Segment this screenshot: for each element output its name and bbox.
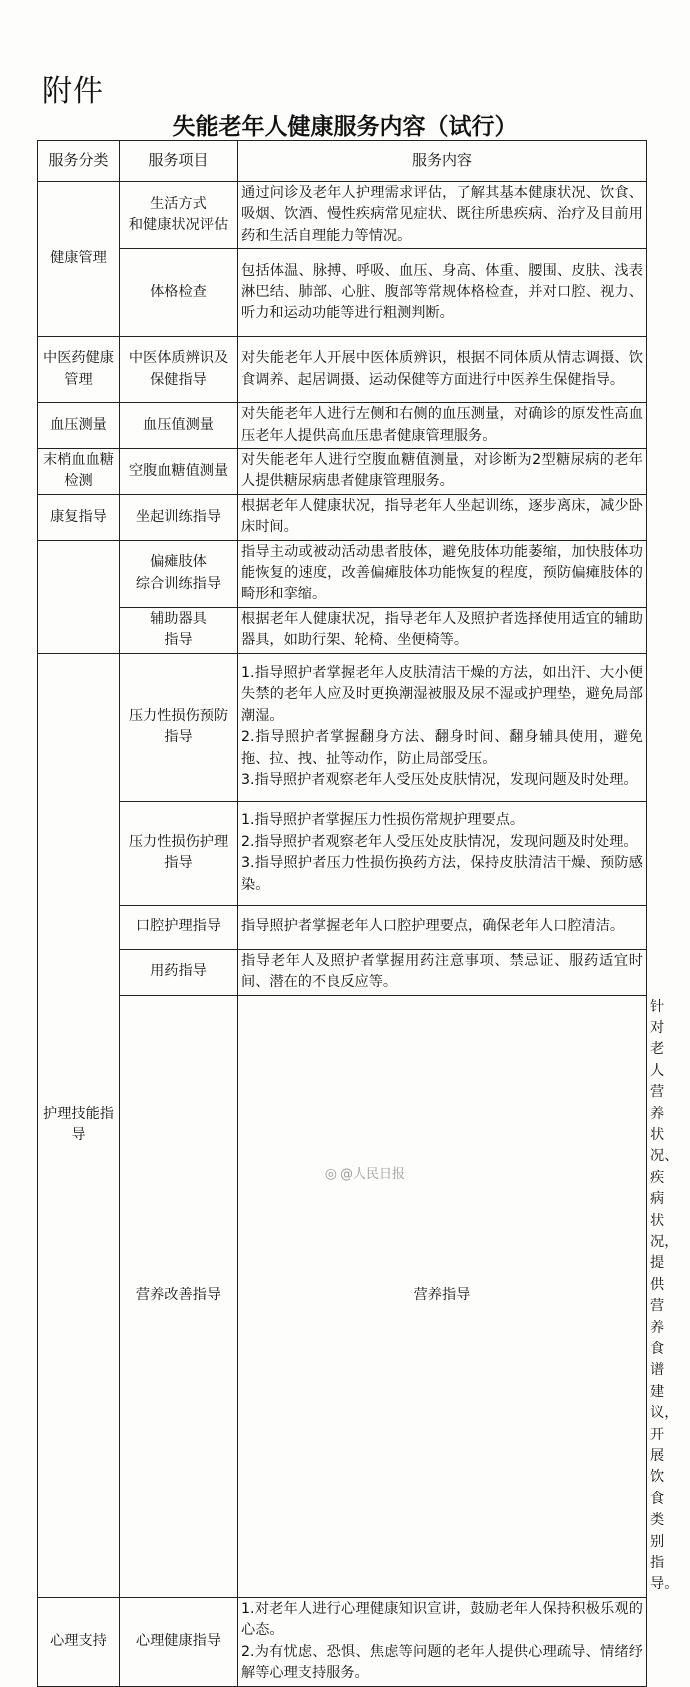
category-cell: 营养改善指导	[120, 995, 238, 1597]
content-cell: 1.指导照护者掌握老年人皮肤清洁干燥的方法，如出汗、大小便失禁的老年人应及时更换潮湿被服及尿不湿或护理垫，避免局部潮湿。 2.指导照护者掌握翻身方法、翻身时间、翻身辅具使用，避免拖、拉、拽、扯等动作，防止局部受压。 3.指导照护者观察老年人受压处皮肤情况，发现问题及时处理。	[238, 653, 647, 801]
item-cell: 体格检查	[120, 249, 238, 337]
table-row	[38, 337, 647, 403]
table-row	[38, 949, 647, 995]
table-header-row	[38, 141, 647, 182]
content-cell: 1.指导照护者掌握压力性损伤常规护理要点。 2.指导照护者观察老年人受压处皮肤情况，发现问题及时处理。 3.指导照护者压力性损伤换药方法，保持皮肤清洁干燥、预防感染。	[238, 801, 647, 905]
category-cell: 康复指导	[38, 494, 120, 540]
item-cell: 坐起训练指导	[120, 494, 238, 540]
category-cell: 末梢血血糖检测	[38, 449, 120, 495]
content-cell: 指导主动或被动活动患者肢体，避免肢体功能萎缩，加快肢体功能恢复的速度，改善偏瘫肢体功能恢复的程度，预防偏瘫肢体的畸形和挛缩。	[238, 540, 647, 607]
item-cell: 血压值测量	[120, 403, 238, 449]
content-cell: 通过问诊及老年人护理需求评估，了解其基本健康状况、饮食、吸烟、饮酒、慢性疾病常见症状、既往所患疾病、治疗及目前用药和生活自理能力等情况。	[238, 182, 647, 249]
content-cell: 包括体温、脉搏、呼吸、血压、身高、体重、腰围、皮肤、浅表淋巴结、肺部、心脏、腹部等常规体格检查，并对口腔、视力、听力和运动功能等进行粗测判断。	[238, 249, 647, 337]
watermark-text: @人民日报	[339, 1167, 405, 1182]
content-cell: 对失能老年人进行空腹血糖值测量，对诊断为2型糖尿病的老年人提供糖尿病患者健康管理服务。	[238, 449, 647, 495]
table-row	[38, 905, 647, 949]
table-row	[38, 249, 647, 337]
table-row	[38, 607, 647, 653]
content-cell: 根据老年人健康状况，指导老年人及照护者选择使用适宜的辅助器具，如助行架、轮椅、坐便椅等。	[238, 607, 647, 653]
item-cell: 心理健康指导	[120, 1597, 238, 1686]
category-cell	[38, 540, 120, 653]
item-cell: 压力性损伤预防指导	[120, 653, 238, 801]
item-cell: 空腹血糖值测量	[120, 449, 238, 495]
item-cell: 口腔护理指导	[120, 905, 238, 949]
content-cell: 1.对老年人进行心理健康知识宣讲，鼓励老年人保持积极乐观的心态。 2.为有忧虑、恐惧、焦虑等问题的老年人提供心理疏导、情绪纾解等心理支持服务。	[238, 1597, 647, 1686]
item-cell: 压力性损伤护理指导	[120, 801, 238, 905]
category-cell: 健康管理	[38, 182, 120, 337]
document-title: 失能老年人健康服务内容（试行）	[172, 114, 518, 140]
category-cell: 血压测量	[38, 403, 120, 449]
service-table	[37, 140, 679, 1687]
table-row	[38, 403, 647, 449]
table-row	[38, 653, 647, 801]
weibo-watermark	[325, 1163, 405, 1182]
category-cell: 心理支持	[38, 1597, 120, 1686]
content-cell: 指导老年人及照护者掌握用药注意事项、禁忌证、服药适宜时间、潜在的不良反应等。	[238, 949, 647, 995]
item-cell: 营养指导	[238, 995, 647, 1597]
attachment-label: 附件	[42, 74, 104, 109]
weibo-icon: ◎	[324, 1166, 337, 1182]
header-content: 服务内容	[238, 141, 647, 182]
category-cell: 中医药健康管理	[38, 337, 120, 403]
header-item: 服务项目	[120, 141, 238, 182]
table-row	[38, 182, 647, 249]
content-cell: 对失能老年人开展中医体质辨识，根据不同体质从情志调摄、饮食调养、起居调摄、运动保健等方面进行中医养生保健指导。	[238, 337, 647, 403]
content-cell: 指导照护者掌握老年人口腔护理要点，确保老年人口腔清洁。	[238, 905, 647, 949]
table-row	[38, 540, 647, 607]
item-cell: 中医体质辨识及保健指导	[120, 337, 238, 403]
category-cell: 护理技能指导	[38, 653, 120, 1597]
table-row	[38, 449, 647, 495]
item-cell: 用药指导	[120, 949, 238, 995]
content-cell: 根据老年人健康状况，指导老年人坐起训练，逐步离床，减少卧床时间。	[238, 494, 647, 540]
item-cell: 偏瘫肢体 综合训练指导	[120, 540, 238, 607]
content-cell: 对失能老年人进行左侧和右侧的血压测量，对确诊的原发性高血压老年人提供高血压患者健康管理服务。	[238, 403, 647, 449]
table-row: 营养改善指导 营养指导 针对老人营养状况、疾病状况，提供营养食谱建议，开展饮食类别指导。	[38, 995, 647, 1597]
table-row	[38, 1597, 647, 1686]
table-row	[38, 801, 647, 905]
item-cell: 辅助器具 指导	[120, 607, 238, 653]
header-category: 服务分类	[38, 141, 120, 182]
item-cell: 生活方式 和健康状况评估	[120, 182, 238, 249]
table-row	[38, 494, 647, 540]
